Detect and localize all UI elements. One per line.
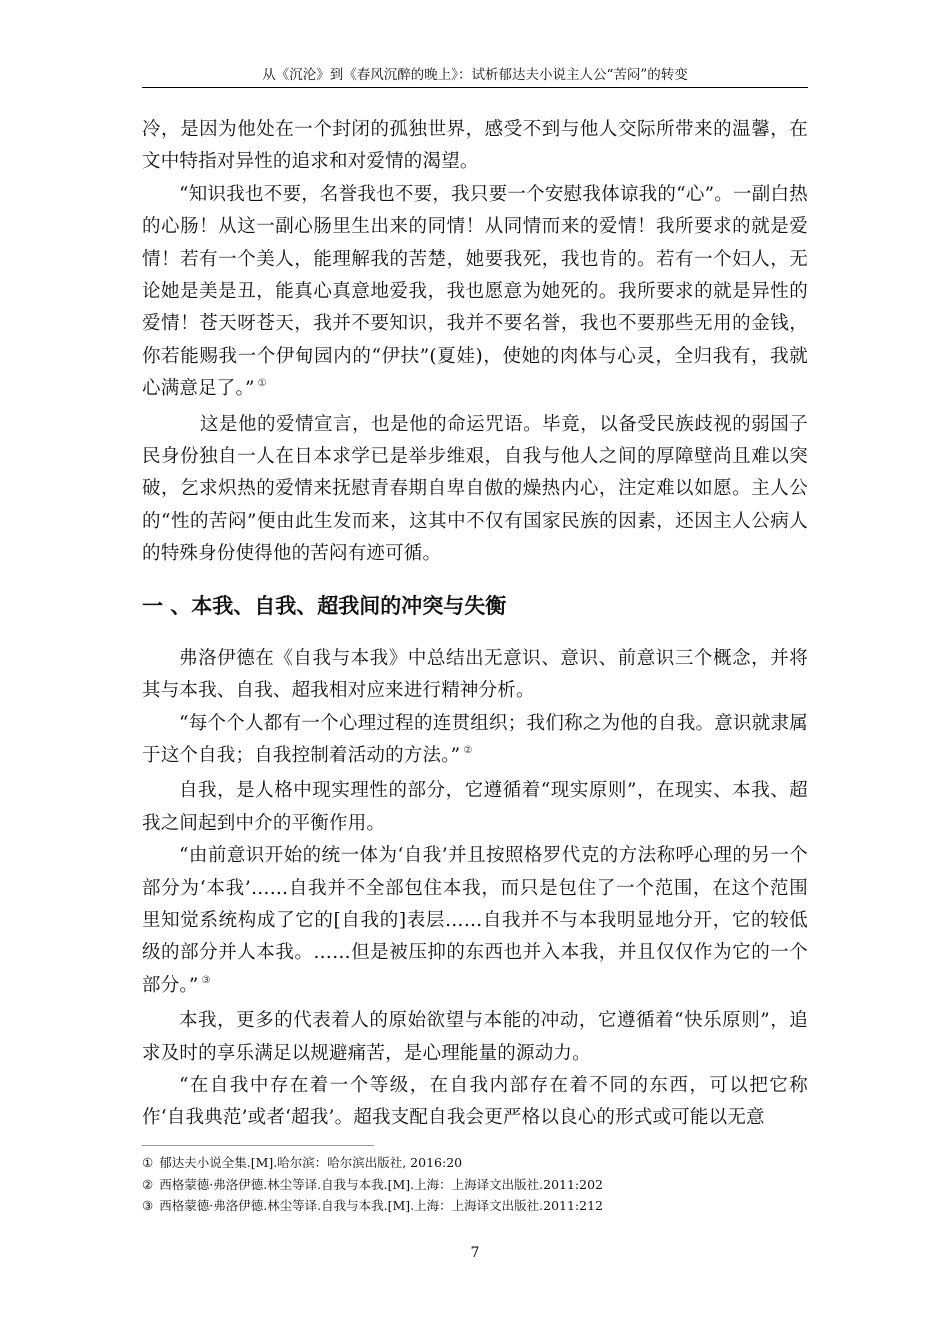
footnote-rule xyxy=(142,1145,374,1146)
quote-paragraph-1 xyxy=(142,179,808,409)
quote-text-3: “由前意识开始的统一体为‘自我’并且按照格罗代克的方法称呼心理的另一个部分为‘本我’……自我并不全部包住本我，而只是包住了一个范围，在这个范围里知觉系统构成了它的[自我的]表层……自我并不与本我明显地分开，它的较低级的部分并人本我。……但是被压抑的东西也并入本我，并且仅仅作为它的一个部分。” xyxy=(142,845,808,996)
footnote-text: 郁达夫小说全集.[M].哈尔滨：哈尔滨出版社, 2016:20 xyxy=(159,1155,463,1170)
paragraph-1: 冷，是因为他处在一个封闭的孤独世界，感受不到与他人交际所带来的温馨，在文中特指对异性的追求和对爱情的渴望。 xyxy=(142,119,808,173)
quote-paragraph-3 xyxy=(142,840,808,1005)
footnote-mark: ① xyxy=(142,1155,154,1170)
footnotes xyxy=(142,1152,808,1217)
quote-text-2: “每个个人都有一个心理过程的连贯组织；我们称之为他的自我。意识就隶属于这个自我；自我控制着活动的方法。” xyxy=(142,712,808,766)
main-body xyxy=(142,114,808,1135)
footnote-ref-3[interactable]: ③ xyxy=(201,974,211,986)
footnote-text: 西格蒙德·弗洛伊德.林尘等译.自我与本我.[M].上海：上海译文出版社.2011:212 xyxy=(159,1198,603,1213)
header-rule xyxy=(142,87,808,88)
quote-paragraph-2 xyxy=(142,708,808,776)
paragraph-4: 弗洛伊德在《自我与本我》中总结出无意识、意识、前意识三个概念，并将其与本我、自我、超我相对应来进行精神分析。 xyxy=(142,647,808,702)
footnote-3 xyxy=(142,1195,808,1217)
footnote-mark: ③ xyxy=(142,1198,154,1213)
footnote-text: 西格蒙德·弗洛伊德.林尘等译.自我与本我.[M].上海：上海译文出版社.2011:202 xyxy=(159,1176,603,1192)
footnote-mark: ② xyxy=(142,1176,154,1192)
quote-text-1: “知识我也不要，名誉我也不要，我只要一个安慰我体谅我的“心”。一副白热的心肠！从这一副心肠里生出来的同情！从同情而来的爱情！我所要求的就是爱情！若有一个美人，能理解我的苦楚，她要我死，我也肯的。若有一个妇人，无论她是美是丑，能真心真意地爱我，我也愿意为她死的。我所要求的就是异性的爱情！苍天呀苍天，我并不要知识，我并不要名誉，我也不要那些无用的金钱，你若能赐我一个伊甸园内的“伊扶”(夏娃)，使她的肉体与心灵，全归我有，我就心满意足了。” xyxy=(142,183,808,400)
section-heading: 一 、本我、自我、超我间的冲突与失衡 xyxy=(142,593,507,618)
footnote-2 xyxy=(142,1174,808,1196)
paragraph-3: 这是他的爱情宣言，也是他的命运咒语。毕竟，以备受民族歧视的弱国子民身份独自一人在日本求学已是举步维艰，自我与他人之间的厚障壁尚且难以突破，乞求炽热的爱情来抚慰青春期自卑自傲的燥热内心，注定难以如愿。主人公的“性的苦闷”便由此生发而来，这其中不仅有国家民族的因素，还因主人公病人的特殊身份使得他的苦闷有迹可循。 xyxy=(142,413,808,565)
footnote-ref-2[interactable]: ② xyxy=(463,744,473,756)
quote-paragraph-4: “在自我中存在着一个等级，在自我内部存在着不同的东西，可以把它称作‘自我典范’或者‘超我’。超我支配自我会更严格以良心的形式或可能以无意 xyxy=(142,1074,808,1129)
paragraph-8: 本我，更多的代表着人的原始欲望与本能的冲动，它遵循着“快乐原则”，追求及时的享乐满足以规避痛苦，是心理能量的源动力。 xyxy=(142,1010,808,1064)
page-number: 7 xyxy=(470,1245,480,1261)
running-header: 从《沉沦》到《春风沉醉的晚上》：试析郁达夫小说主人公“苦闷”的转变 xyxy=(262,67,688,83)
footnote-1 xyxy=(142,1152,808,1174)
footnote-ref-1[interactable]: ① xyxy=(257,378,267,390)
paragraph-6: 自我，是人格中现实理性的部分，它遵循着“现实原则”，在现实、本我、超我之间起到中介的平衡作用。 xyxy=(142,780,808,834)
